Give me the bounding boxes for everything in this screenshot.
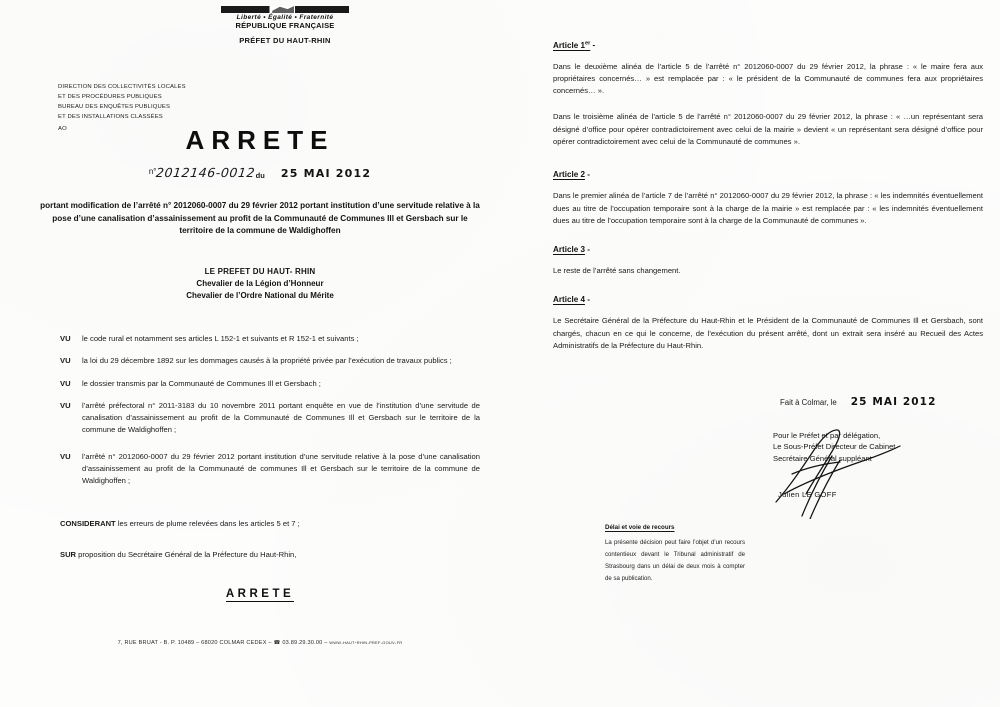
reference-number-handwritten: 2012146-0012 (155, 165, 257, 180)
article-block (553, 170, 983, 227)
recourse-heading: Délai et voie de recours (605, 524, 675, 531)
reference-date-stamp: 25 MAI 2012 (280, 167, 372, 180)
article-paragraph: Dans le troisième alinéa de l’article 5 de l’arrêté n° 2012060-0007 du 29 février 2012, la phrase : « …un représentant sera désigné d’office pour opérer contradictoirement avec celui de la mairie » devient « un représentant sera désigné d’office pour opérer contradictoirement avec celui de la Communauté de communes ». (553, 112, 983, 146)
prefect-title-line: LE PREFET DU HAUT- RHIN (204, 267, 316, 276)
sur-keyword: SUR (60, 550, 77, 559)
considerant-keyword: CONSIDERANT (60, 519, 116, 528)
service-line-3: BUREAU DES ENQUÊTES PUBLIQUES (58, 104, 171, 111)
vu-clause-text: l’arrêté préfectoral n° 2011-3183 du 10 novembre 2011 portant enquête en vue de l’institution d’une servitude de canalisation d’assainissement au profit de la Communauté de Communes Ill et Gersbach sur le territoire de la commune de Waldighoffen ; (82, 400, 480, 435)
prefecture-name: PRÉFET DU HAUT-RHIN (239, 36, 331, 46)
article-heading-label: Article 3 (553, 245, 585, 255)
vu-clause (60, 333, 480, 345)
republic-masthead (205, 6, 365, 45)
vu-keyword: VU (60, 378, 71, 388)
service-line-1: DIRECTION DES COLLECTIVITÉS LOCALES (58, 84, 186, 90)
article-heading-suffix: - (584, 245, 590, 255)
decree-subject: portant modification de l’arrêté n° 2012060-0007 du 29 février 2012 portant institution d’une servitude relative à la pose d’une canalisation d’assainissement au profit de la Communauté de Communes Ill et Gersbach sur le territoire de la commune de Waldighoffen (40, 201, 480, 236)
article-block (553, 245, 983, 277)
recourse-body: La présente décision peut faire l’objet d’un recours contentieux devant le Tribunal administratif de Strasbourg dans un délai de deux mois à compter de sa publication. (605, 539, 745, 582)
article-heading-superscript: er (584, 40, 591, 46)
signature-authority-line-3: Secrétaire Général suppléant (773, 453, 872, 463)
article-paragraph: Dans le deuxième alinéa de l’article 5 de l’arrêté n° 2012060-0007 du 29 février 2012, la phrase : « le maire fera aux propriétaires concernés… » est remplacée par : « le président de la Communauté de communes fera aux propriétaires concernés… ». (553, 61, 983, 96)
sur-proposition-clause (60, 549, 480, 561)
reference-prefix: n° (148, 167, 157, 176)
article-heading (553, 40, 983, 50)
prefect-honour-legion: Chevalier de la Légion d’Honneur (196, 279, 324, 288)
signature-date-stamp: 25 MAI 2012 (850, 396, 937, 408)
vu-keyword: VU (60, 334, 71, 343)
sur-proposition-text: proposition du Secrétaire Général de la Préfecture du Haut-Rhin, (76, 550, 297, 559)
vu-clause (60, 378, 480, 390)
prefect-qualities-block (40, 266, 480, 302)
page-footer-address: 7, RUE BRUAT - B. P. 10489 – 68020 COLMAR CEDEX – ☎ 03.89.29.30.00 – www.haut-rhin.pref.gouv.fr (117, 640, 403, 646)
article-block (553, 295, 983, 352)
articles-column (553, 40, 983, 368)
recourse-note-block (605, 524, 745, 585)
vu-clauses-list (60, 333, 480, 498)
vu-clause-text: l’arrêté n° 2012060-0007 du 29 février 2012 portant institution d’une servitude relative à la pose d’une canalisation d’assainissement au profit de la Communauté de communes Ill et Gersbach sur le territoire de la commune de Waldighoffen ; (82, 451, 480, 486)
article-heading-label: Article 4 (553, 295, 585, 305)
decree-reference-line (0, 164, 520, 182)
service-reference-initials: AO (58, 125, 67, 132)
arrete-enacting-heading (0, 588, 520, 600)
reference-du-word: du (255, 171, 265, 180)
vu-keyword: VU (60, 451, 71, 461)
vu-clause (60, 400, 480, 437)
republic-motto: Liberté • Égalité • Fraternité (236, 14, 334, 21)
vu-keyword: VU (60, 400, 71, 410)
signature-authority-line-2: Le Sous-Préfet Directeur de Cabinet (773, 442, 896, 452)
signatory-name: Julien LE GOFF (778, 490, 837, 499)
vu-clause (60, 355, 480, 367)
vu-clause-text: le dossier transmis par la Communauté de Communes Ill et Gersbach ; (82, 378, 321, 388)
vu-clause-text: le code rural et notamment ses articles L 152-1 et suivants et R 152-1 et suivants ; (82, 334, 359, 343)
article-heading-suffix: - (584, 295, 590, 305)
considerant-text: les erreurs de plume relevées dans les articles 5 et 7 ; (115, 519, 300, 528)
signature-place-date (780, 396, 937, 408)
signature-place-label: Fait à Colmar, le (780, 398, 837, 407)
article-paragraph: Le Secrétaire Général de la Préfecture du Haut-Rhin et le Président de la Communauté de Communes Ill et Gersbach, sont chargés, chacun en ce qui le concerne, de l’exécution du présent arrêté, dont un extrait sera inséré au Recueil des Actes Administratifs de la Préfecture du Haut-Rhin. (553, 316, 983, 351)
tricolore-emblem-icon (221, 6, 349, 13)
article-heading (553, 295, 983, 304)
service-line-4: ET DES INSTALLATIONS CLASSÉES (58, 114, 163, 121)
arrete-enacting-label: ARRETE (225, 588, 295, 600)
vu-keyword: VU (60, 356, 71, 366)
article-paragraph: Dans le premier alinéa de l’article 7 de l’arrêté n° 2012060-0007 du 29 février 2012, la phrase : « les indemnités éventuellement dues au titre de l’occupation temporaire sont à la charge de la mairie » est remplacée par : « les indemnités éventuellement dues au titre de l’occupation temporaire sont à la charge de la Communauté de communes ». (553, 191, 983, 225)
article-heading-suffix: - (584, 170, 590, 180)
article-heading-label: Article 1 (553, 40, 585, 50)
article-heading (553, 170, 983, 179)
vu-clause-text: la loi du 29 décembre 1892 sur les dommages causés à la propriété privée par l’exécution de travaux publics ; (82, 356, 452, 366)
signature-authority-block (773, 430, 895, 464)
article-block (553, 40, 983, 148)
vu-clause (60, 451, 480, 488)
considerant-clause (60, 518, 480, 530)
document-title: ARRETE (185, 125, 335, 155)
republic-name: RÉPUBLIQUE FRANÇAISE (235, 21, 335, 31)
article-heading-suffix: - (590, 40, 596, 50)
service-line-2: ET DES PROCÉDURES PUBLIQUES (58, 94, 162, 101)
signature-authority-line-1: Pour le Préfet et par délégation, (773, 431, 881, 440)
prefect-honour-merite: Chevalier de l’Ordre National du Mérite (186, 291, 334, 300)
article-heading (553, 245, 983, 254)
article-paragraph: Le reste de l’arrêté sans changement. (553, 266, 681, 276)
article-heading-label: Article 2 (553, 170, 585, 180)
